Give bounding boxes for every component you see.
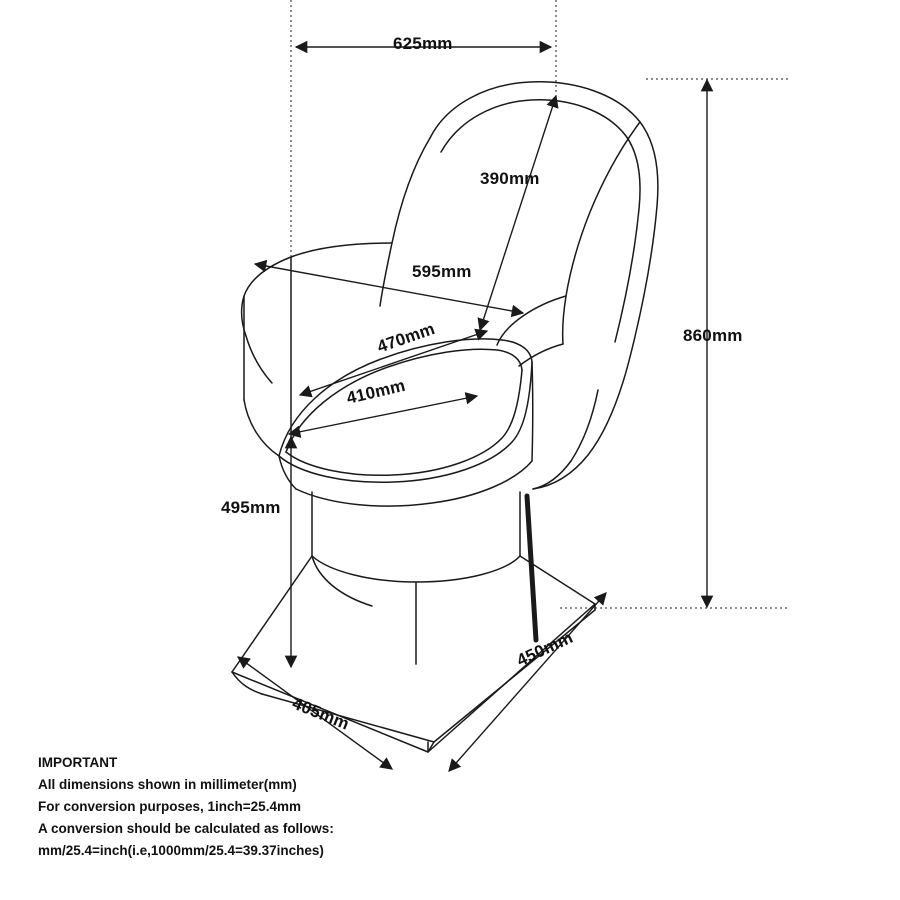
- notes-line-3: A conversion should be calculated as follows:: [38, 821, 334, 836]
- notes-line-2: For conversion purposes, 1inch=25.4mm: [38, 799, 301, 814]
- notes-heading: IMPORTANT: [38, 755, 118, 770]
- notes-line-4: mm/25.4=inch(i.e,1000mm/25.4=39.37inches): [38, 843, 324, 858]
- dimension-lines: [238, 47, 707, 771]
- dimension-label-base-width: 450mm: [513, 627, 576, 671]
- dimline-diagonal-depth: [255, 264, 523, 313]
- dimline-base-width: [449, 593, 606, 771]
- dimline-backrest-height: [480, 96, 556, 330]
- dimension-label-seat-height: 495mm: [221, 498, 281, 517]
- dimension-label-overall-height: 860mm: [683, 326, 743, 345]
- chair-outline: [232, 82, 658, 752]
- dimension-label-backrest-height: 390mm: [480, 169, 540, 188]
- dimension-label-seat-width: 410mm: [344, 375, 408, 408]
- important-notes: [38, 752, 334, 862]
- dimension-label-diagonal-depth: 595mm: [412, 262, 472, 281]
- dimension-label-seat-depth: 470mm: [374, 319, 438, 357]
- dimline-seat-width: [289, 396, 477, 434]
- notes-line-1: All dimensions shown in millimeter(mm): [38, 777, 297, 792]
- dimension-label-overall-width: 625mm: [393, 34, 453, 53]
- dimension-label-base-depth: 405mm: [289, 693, 353, 734]
